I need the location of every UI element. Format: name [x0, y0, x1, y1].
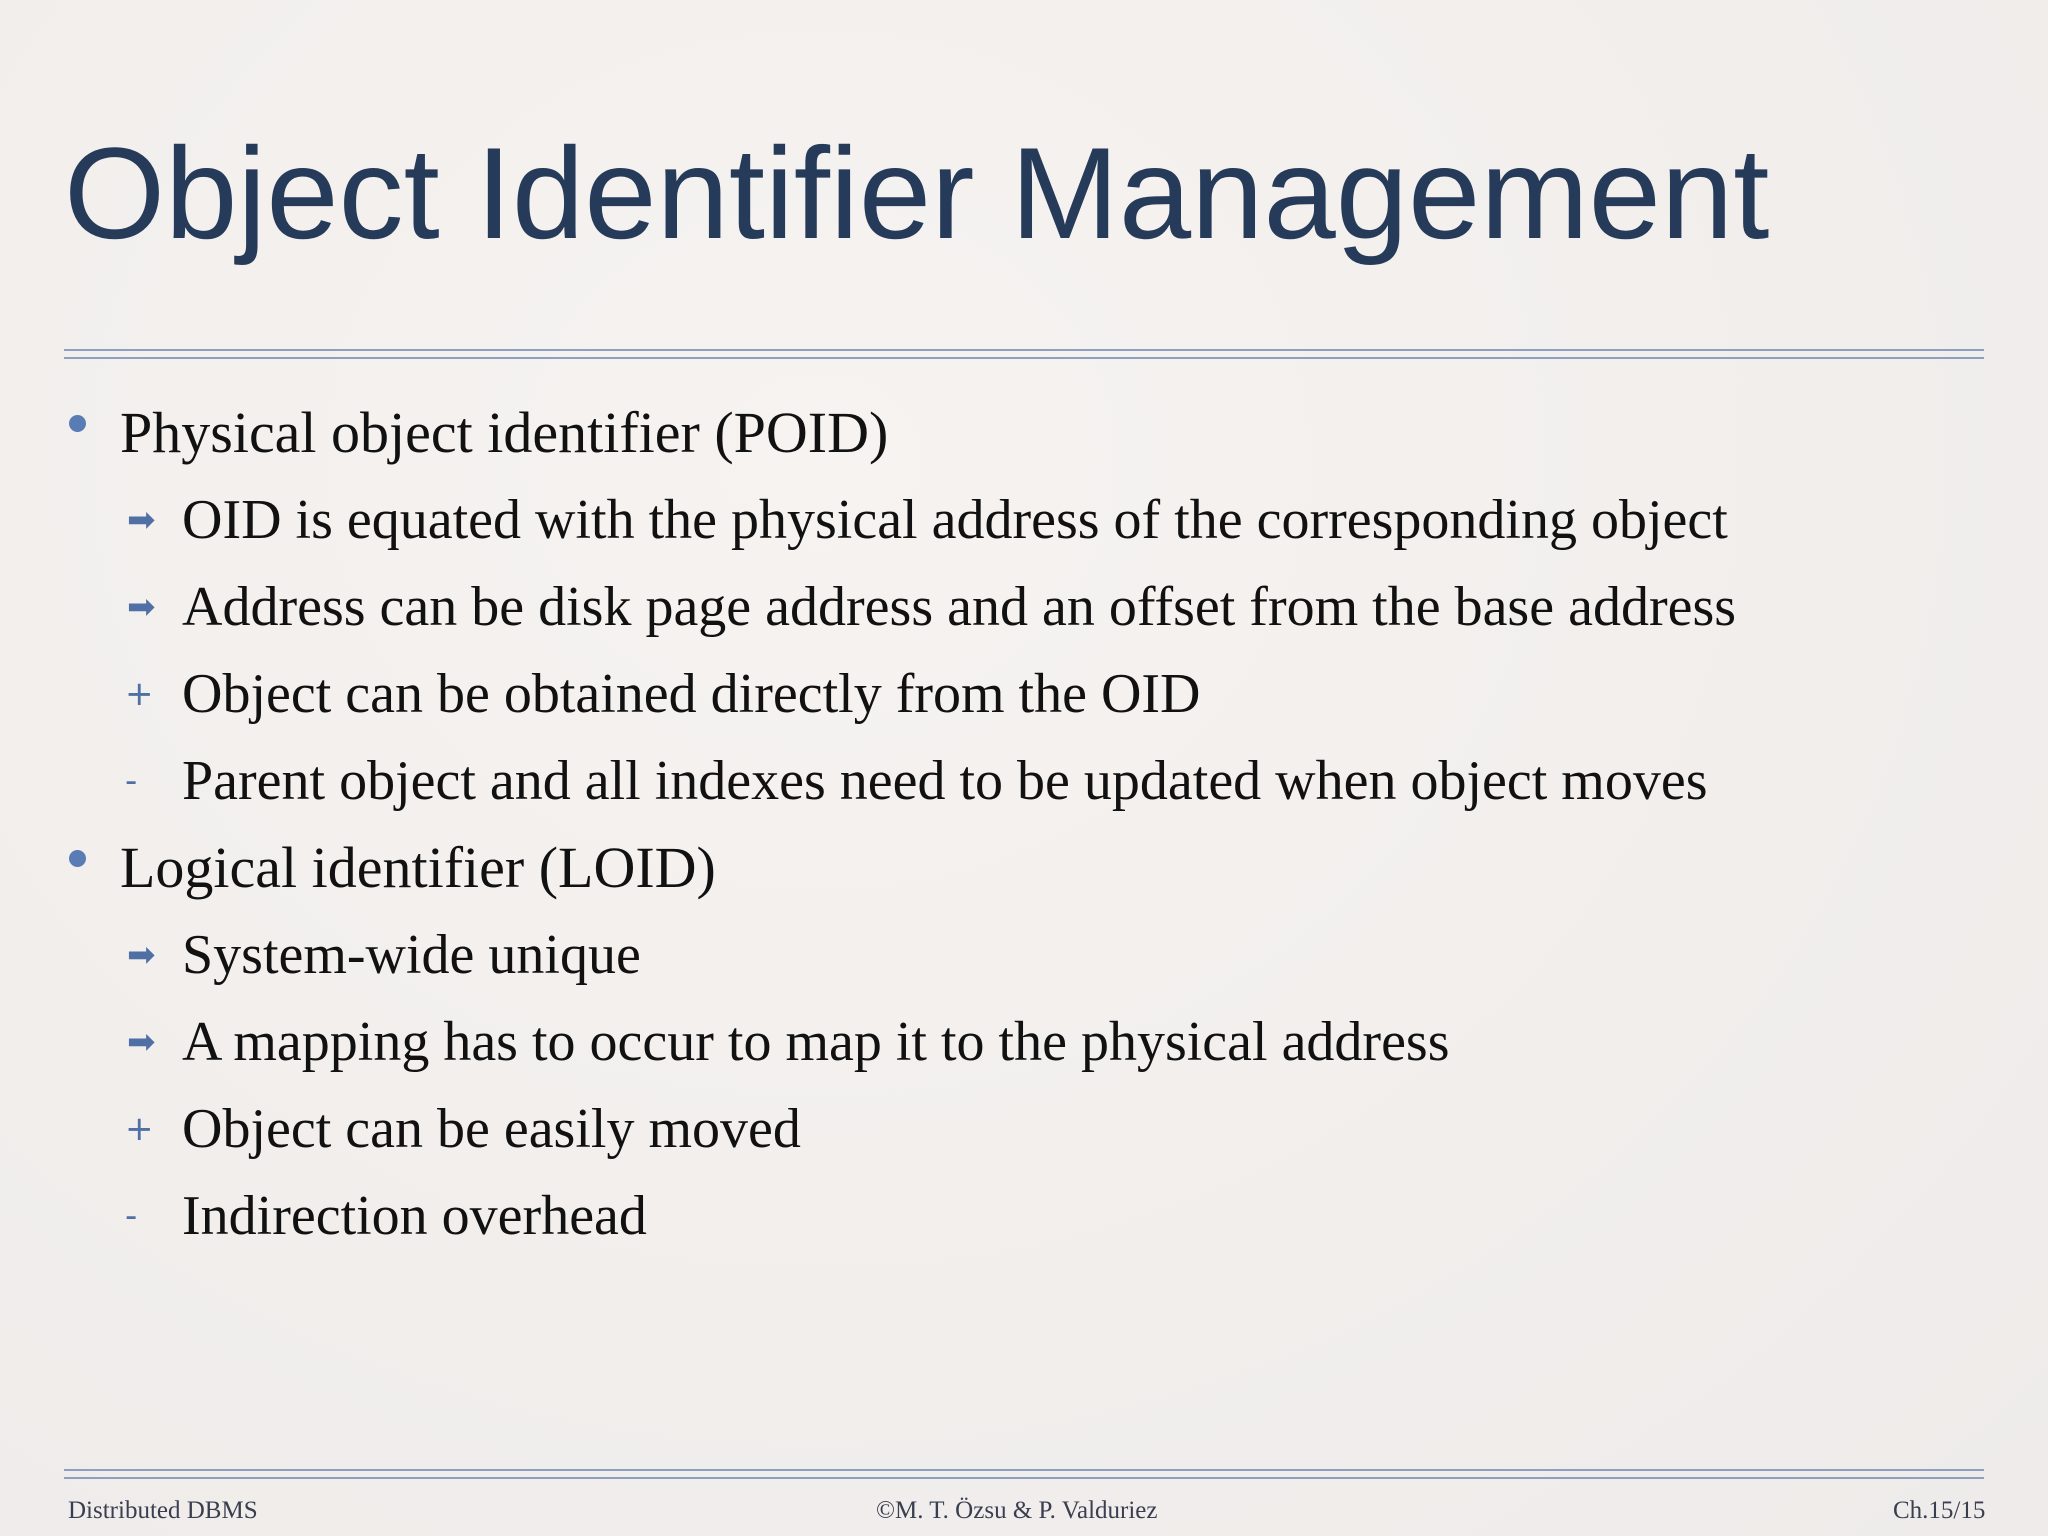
- sub-bullet-text: Indirection overhead: [182, 1185, 647, 1247]
- slide-title: Object Identifier Management: [64, 120, 1770, 266]
- bullet-text: Physical object identifier (POID): [120, 400, 889, 465]
- sub-bullet-text: OID is equated with the physical address of the corresponding object: [182, 489, 1728, 551]
- bullet-dot-icon: [69, 850, 86, 867]
- sub-bullet-text: Parent object and all indexes need to be updated when object moves: [182, 750, 1708, 812]
- plus-icon: +: [125, 1109, 154, 1149]
- bullet-dot-icon: [69, 415, 86, 432]
- bullet-text: Logical identifier (LOID): [120, 835, 716, 900]
- footer-course: Distributed DBMS: [68, 1497, 258, 1524]
- plus-icon: +: [125, 674, 154, 714]
- minus-icon: -: [125, 1196, 138, 1236]
- arrow-right-icon: ➡: [127, 500, 156, 540]
- sub-bullet-text: A mapping has to occur to map it to the physical address: [182, 1011, 1450, 1073]
- footer-divider-line-2: [64, 1477, 1984, 1479]
- minus-icon: -: [125, 761, 138, 801]
- sub-bullet-text: System-wide unique: [182, 924, 641, 986]
- sub-bullet-text: Object can be obtained directly from the OID: [182, 663, 1201, 725]
- footer-page-number: Ch.15/15: [1893, 1497, 1986, 1524]
- footer-divider-line: [64, 1469, 1984, 1471]
- arrow-right-icon: ➡: [127, 935, 156, 975]
- sub-bullet-text: Object can be easily moved: [182, 1098, 801, 1160]
- footer-copyright: ©M. T. Özsu & P. Valduriez: [876, 1497, 1158, 1524]
- arrow-right-icon: ➡: [127, 587, 156, 627]
- arrow-right-icon: ➡: [127, 1022, 156, 1062]
- sub-bullet-text: Address can be disk page address and an offset from the base address: [182, 576, 1737, 638]
